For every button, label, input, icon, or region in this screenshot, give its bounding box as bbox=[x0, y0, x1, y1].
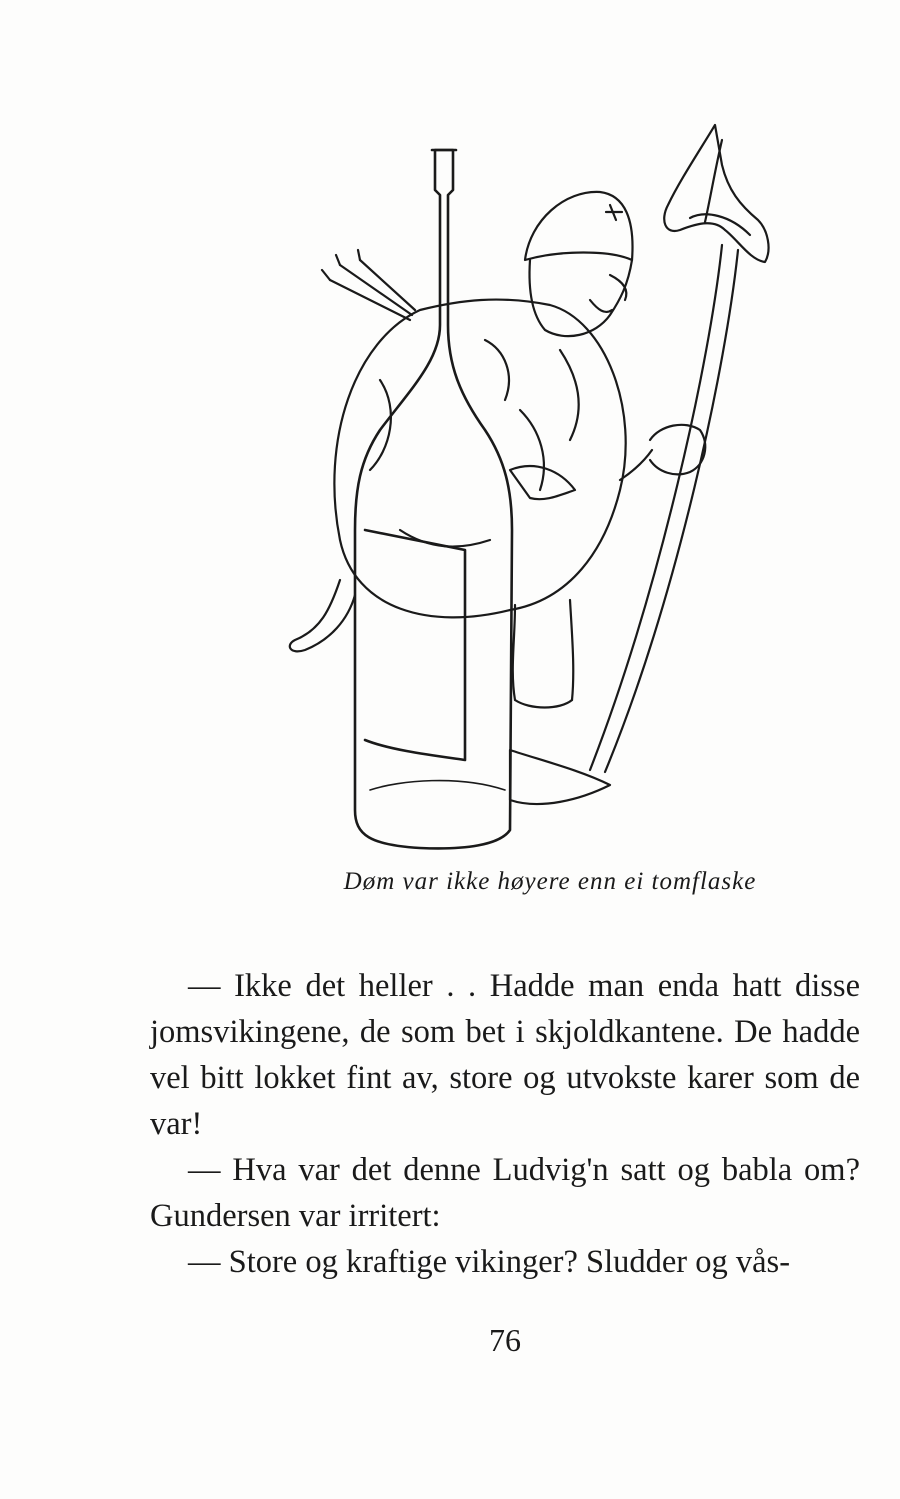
axe-head bbox=[664, 125, 768, 262]
paragraph: — Store og kraftige vikinger? Sludder og vås- bbox=[188, 1244, 791, 1280]
hand bbox=[620, 425, 705, 480]
page-number: 76 bbox=[489, 1322, 521, 1358]
bottle bbox=[355, 150, 512, 848]
paragraph: — Ikke det heller . . Hadde man enda hatt disse jomsvikingene, de som bet i skjoldkantene. De hadde vel bitt lokket fint av, store og utvokste karer som de var! bbox=[150, 968, 860, 1142]
viking-bottle-illustration bbox=[260, 110, 800, 870]
axe-shaft bbox=[590, 245, 738, 772]
body-text bbox=[150, 963, 860, 1285]
shield bbox=[334, 300, 625, 618]
illustration-caption: Døm var ikke høyere enn ei tomflaske bbox=[343, 868, 757, 895]
viking-head bbox=[525, 192, 633, 336]
arrow-quiver bbox=[322, 250, 415, 320]
legs bbox=[290, 580, 610, 804]
paragraph: — Hva var det denne Ludvig'n satt og babla om? Gundersen var irritert: bbox=[150, 1152, 860, 1234]
